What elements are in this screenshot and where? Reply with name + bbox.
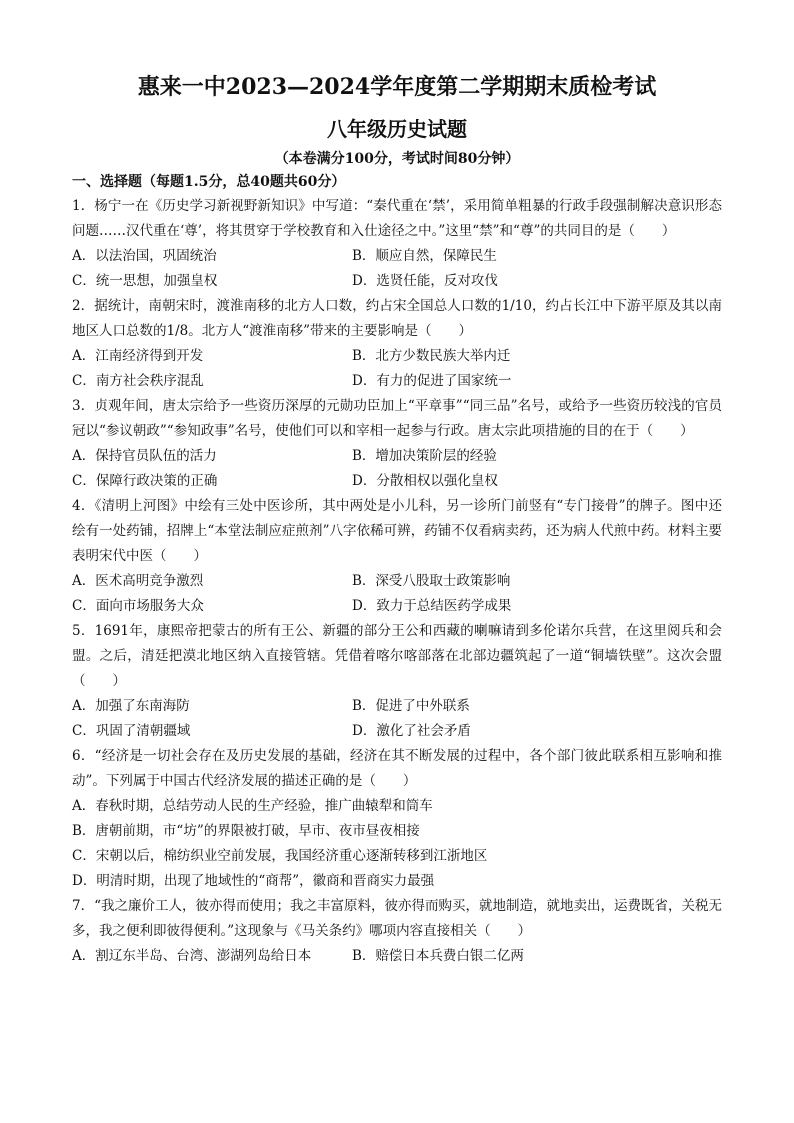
option-a: A．江南经济得到开发 bbox=[72, 348, 204, 364]
exam-subtitle: 八年级历史试题 bbox=[327, 117, 467, 141]
option-b: B．北方少数民族大举内迁 bbox=[352, 348, 511, 364]
option-a: A．保持官员队伍的活力 bbox=[72, 448, 217, 464]
option-b: B．顺应自然，保障民生 bbox=[352, 248, 497, 264]
option-a: A．割辽东半岛、台湾、澎湖列岛给日本 bbox=[72, 948, 312, 964]
option-c: C．面向市场服务大众 bbox=[72, 598, 204, 614]
question-stem: 3．贞观年间，唐太宗给予一些资历深厚的元勋功臣加上“平章事”“同三品”名号，或给予一些资历较浅的官员冠以“参议朝政”“参知政事”名号，使他们可以和宰相一起参与行政。唐太宗此项措施的目的在于（ ） bbox=[72, 398, 722, 439]
exam-note: （本卷满分100分，考试时间80分钟） bbox=[274, 151, 520, 167]
option-d: D．明清时期，出现了地域性的“商帮”，徽商和晋商实力最强 bbox=[72, 873, 435, 889]
option-b: B．促进了中外联系 bbox=[352, 698, 470, 714]
section-heading: 一、选择题（每题1.5分，总40题共60分） bbox=[72, 174, 346, 190]
exam-title: 惠来一中2023—2024学年度第二学期期末质检考试 bbox=[137, 74, 657, 100]
option-a: A．以法治国，巩固统治 bbox=[72, 248, 217, 264]
option-a: A．春秋时期，总结劳动人民的生产经验，推广曲辕犁和筒车 bbox=[72, 798, 433, 814]
option-b: B．赔偿日本兵费白银二亿两 bbox=[352, 948, 524, 964]
option-c: C．巩固了清朝疆域 bbox=[72, 723, 191, 739]
question-2 bbox=[72, 294, 722, 394]
option-c: C．宋朝以后，棉纺织业空前发展，我国经济重心逐渐转移到江浙地区 bbox=[72, 848, 488, 864]
question-stem: 7．“我之廉价工人，彼亦得而使用；我之丰富原料，彼亦得而购买，就地制造，就地卖出，运费既省，关税无多，我之便利即彼得便利。”这现象与《马关条约》哪项内容直接相关（ ） bbox=[72, 898, 722, 939]
option-c: C．统一思想，加强皇权 bbox=[72, 273, 218, 289]
option-b: B．唐朝前期，市“坊”的界限被打破，早市、夜市昼夜相接 bbox=[72, 823, 420, 839]
question-stem: 2．据统计，南朝宋时，渡淮南移的北方人口数，约占宋全国总人口数的1/10，约占长江中下游平原及其以南地区人口总数的1/8。北方人“渡淮南移”带来的主要影响是（ ） bbox=[72, 298, 722, 339]
option-d: D．有力的促进了国家统一 bbox=[352, 373, 512, 389]
question-5 bbox=[72, 619, 722, 744]
question-stem: 1．杨宁一在《历史学习新视野新知识》中写道：“秦代重在‘禁’，采用简单粗暴的行政手段强制解决意识形态问题……汉代重在‘尊’，将其贯穿于学校教育和入仕途径之中。”这里“禁”和“尊”的共同目的是（ ） bbox=[72, 198, 722, 239]
option-b: B．深受八股取士政策影响 bbox=[352, 573, 511, 589]
option-d: D．分散相权以强化皇权 bbox=[352, 473, 498, 489]
question-1 bbox=[72, 194, 722, 294]
question-6 bbox=[72, 744, 722, 894]
question-stem: 5．1691年，康熙帝把蒙古的所有王公、新疆的部分王公和西藏的喇嘛请到多伦诺尔兵营，在这里阅兵和会盟。之后，清廷把漠北地区纳入直接管辖。凭借着喀尔喀部落在北部边疆筑起了一道“铜墙铁壁”。这次会盟（ ） bbox=[72, 623, 722, 689]
question-stem: 6．“经济是一切社会存在及历史发展的基础，经济在其不断发展的过程中，各个部门彼此联系相互影响和推动”。下列属于中国古代经济发展的描述正确的是（ ） bbox=[72, 748, 722, 789]
question-7 bbox=[72, 894, 722, 969]
option-c: C．保障行政决策的正确 bbox=[72, 473, 218, 489]
option-c: C．南方社会秩序混乱 bbox=[72, 373, 204, 389]
option-b: B．增加决策阶层的经验 bbox=[352, 448, 497, 464]
question-3 bbox=[72, 394, 722, 494]
option-d: D．激化了社会矛盾 bbox=[352, 723, 471, 739]
option-d: D．选贤任能，反对攻伐 bbox=[352, 273, 498, 289]
option-d: D．致力于总结医药学成果 bbox=[352, 598, 512, 614]
option-a: A．医术高明竞争激烈 bbox=[72, 573, 204, 589]
question-4 bbox=[72, 494, 722, 619]
question-stem: 4．《清明上河图》中绘有三处中医诊所，其中两处是小儿科，另一诊所门前竖有“专门接骨”的牌子。图中还绘有一处药铺，招牌上“本堂法制应症煎剂”八字依稀可辨，药铺不仅看病卖药，还为病人代煎中药。材料主要表明宋代中医（ ） bbox=[72, 498, 722, 564]
option-a: A．加强了东南海防 bbox=[72, 698, 190, 714]
exam-content bbox=[72, 170, 722, 969]
